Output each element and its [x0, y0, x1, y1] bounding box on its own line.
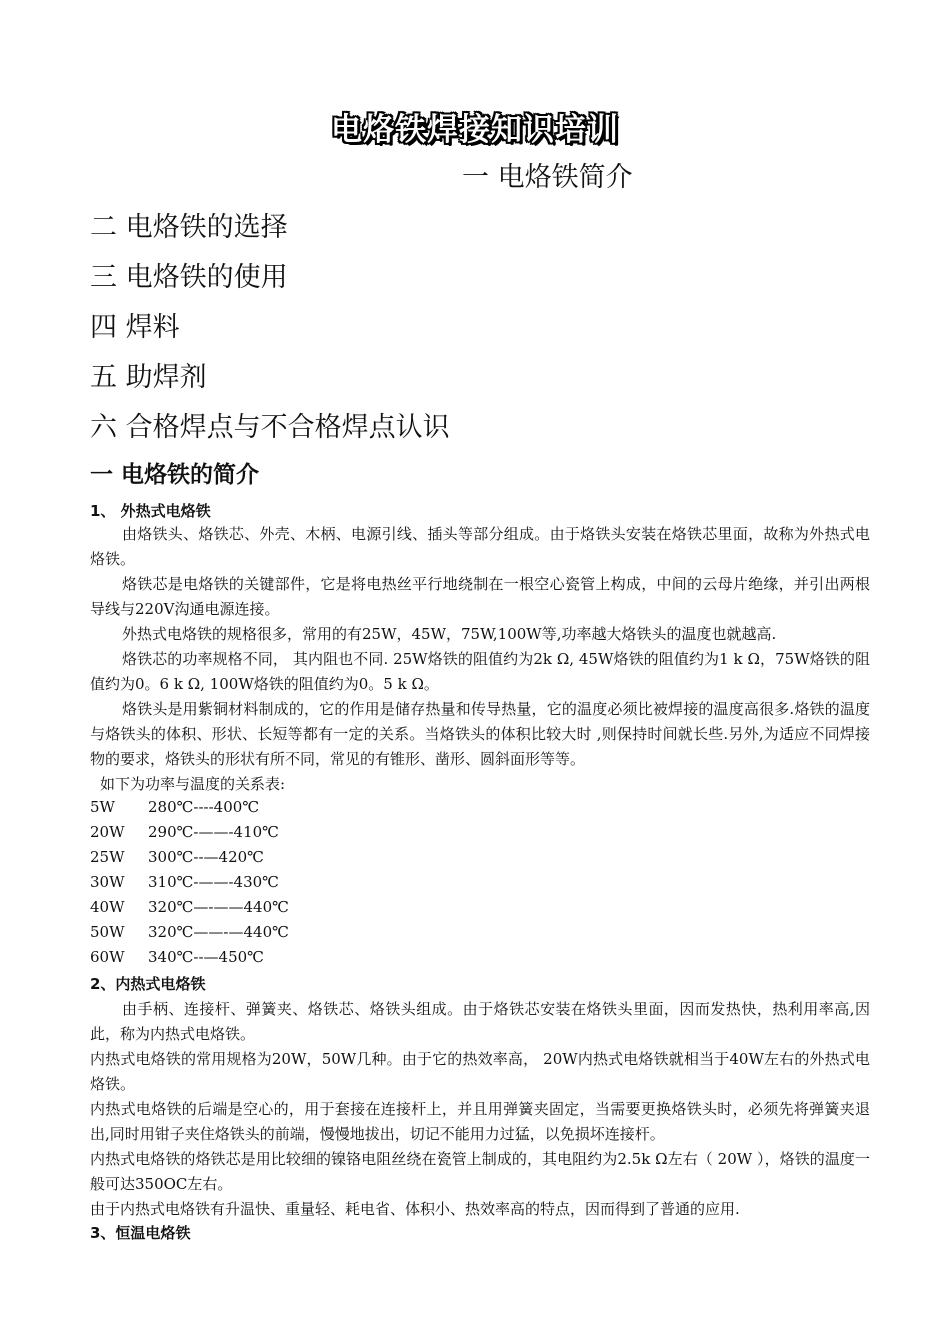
power-cell: 30W: [90, 873, 125, 891]
table-row: [90, 923, 289, 941]
table-row: [90, 798, 259, 816]
table-row: [90, 848, 264, 866]
power-cell: 50W: [90, 923, 125, 941]
paragraph: 烙铁芯的功率规格不同， 其内阻也不同. 25W烙铁的阻值约为2k Ω, 45W烙铁的阻值约为1 k Ω，75W烙铁的阻值约为0。6 k Ω, 100W烙铁的阻值约为0。5 k Ω。: [90, 650, 870, 693]
table-row: [90, 823, 279, 841]
power-cell: 60W: [90, 948, 125, 966]
toc-item-2: 二 电烙铁的选择: [90, 212, 288, 243]
temp-cell: 320℃—-——440℃: [148, 898, 289, 916]
paragraph: 由烙铁头、烙铁芯、外壳、木柄、电源引线、插头等部分组成。由于烙铁头安装在烙铁芯里面，故称为外热式电烙铁。: [90, 525, 870, 568]
temp-cell: 300℃--—420℃: [148, 848, 264, 866]
power-cell: 20W: [90, 823, 125, 841]
toc-item-5: 五 助焊剂: [90, 362, 207, 393]
power-cell: 40W: [90, 898, 125, 916]
toc-item-3: 三 电烙铁的使用: [90, 262, 288, 293]
paragraph: 内热式电烙铁的烙铁芯是用比较细的镍铬电阻丝绕在瓷管上制成的，其电阻约为2.5k Ω左右（ 20W ），烙铁的温度一般可达350OC左右。: [90, 1150, 870, 1193]
temp-cell: 320℃——-—440℃: [148, 923, 289, 941]
paragraph: 由于内热式电烙铁有升温快、重量轻、耗电省、体积小、热效率高的特点，因而得到了普通的应用.: [90, 1200, 740, 1218]
temp-cell: 340℃--—450℃: [148, 948, 264, 966]
paragraph: 烙铁头是用紫铜材料制成的，它的作用是储存热量和传导热量，它的温度必须比被焊接的温度高很多.烙铁的温度与烙铁头的体积、形状、长短等都有一定的关系。当烙铁头的体积比较大时 ,则保持时间就长些.另外,为适应不同焊接物的要求，烙铁头的形状有所不同，常见的有锥形、凿形、圆斜面形等等。: [90, 700, 870, 768]
paragraph: 内热式电烙铁的常用规格为20W，50W几种。由于它的热效率高， 20W内热式电烙铁就相当于40W左右的外热式电烙铁。: [90, 1050, 870, 1093]
table-row: [90, 873, 279, 891]
subsection-heading-2-text: 2、内热式电烙铁: [90, 975, 206, 993]
table-row: [90, 898, 289, 916]
paragraph: 由手柄、连接杆、弹簧夹、烙铁芯、烙铁头组成。由于烙铁芯安装在烙铁头里面，因而发热快，热利用率高,因此，称为内热式电烙铁。: [90, 1000, 870, 1043]
table-row: [90, 948, 264, 966]
paragraph: 外热式电烙铁的规格很多，常用的有25W，45W，75W,100W等,功率越大烙铁头的温度也就越高.: [122, 625, 777, 643]
document-title: 电烙铁焊接知识培训: [331, 112, 619, 148]
subsection-heading-1: 1、 外热式电烙铁: [90, 502, 211, 520]
toc-item-4: 四 焊料: [90, 312, 180, 343]
power-cell: 5W: [90, 798, 115, 816]
subsection-heading-2: [90, 973, 205, 994]
section-heading: 一 电烙铁的简介: [90, 462, 260, 488]
temp-cell: 310℃-——-430℃: [148, 873, 279, 891]
paragraph: 内热式电烙铁的后端是空心的，用于套接在连接杆上，并且用弹簧夹固定，当需要更换烙铁头时，必须先将弹簧夹退出,同时用钳子夹住烙铁头的前端，慢慢地拔出，切记不能用力过猛，以免损坏连接杆。: [90, 1100, 870, 1143]
toc-item-6: 六 合格焊点与不合格焊点认识: [90, 412, 450, 443]
table-intro: 如下为功率与温度的关系表:: [100, 775, 286, 793]
temp-cell: 290℃-——-410℃: [148, 823, 279, 841]
power-cell: 25W: [90, 848, 125, 866]
subsection-heading-3: 3、恒温电烙铁: [90, 1224, 191, 1242]
toc-item-1: 一 电烙铁简介: [462, 162, 633, 193]
paragraph: 烙铁芯是电烙铁的关键部件，它是将电热丝平行地绕制在一根空心瓷管上构成，中间的云母片绝缘，并引出两根导线与220V沟通电源连接。: [90, 575, 870, 618]
temp-cell: 280℃----400℃: [148, 798, 260, 816]
